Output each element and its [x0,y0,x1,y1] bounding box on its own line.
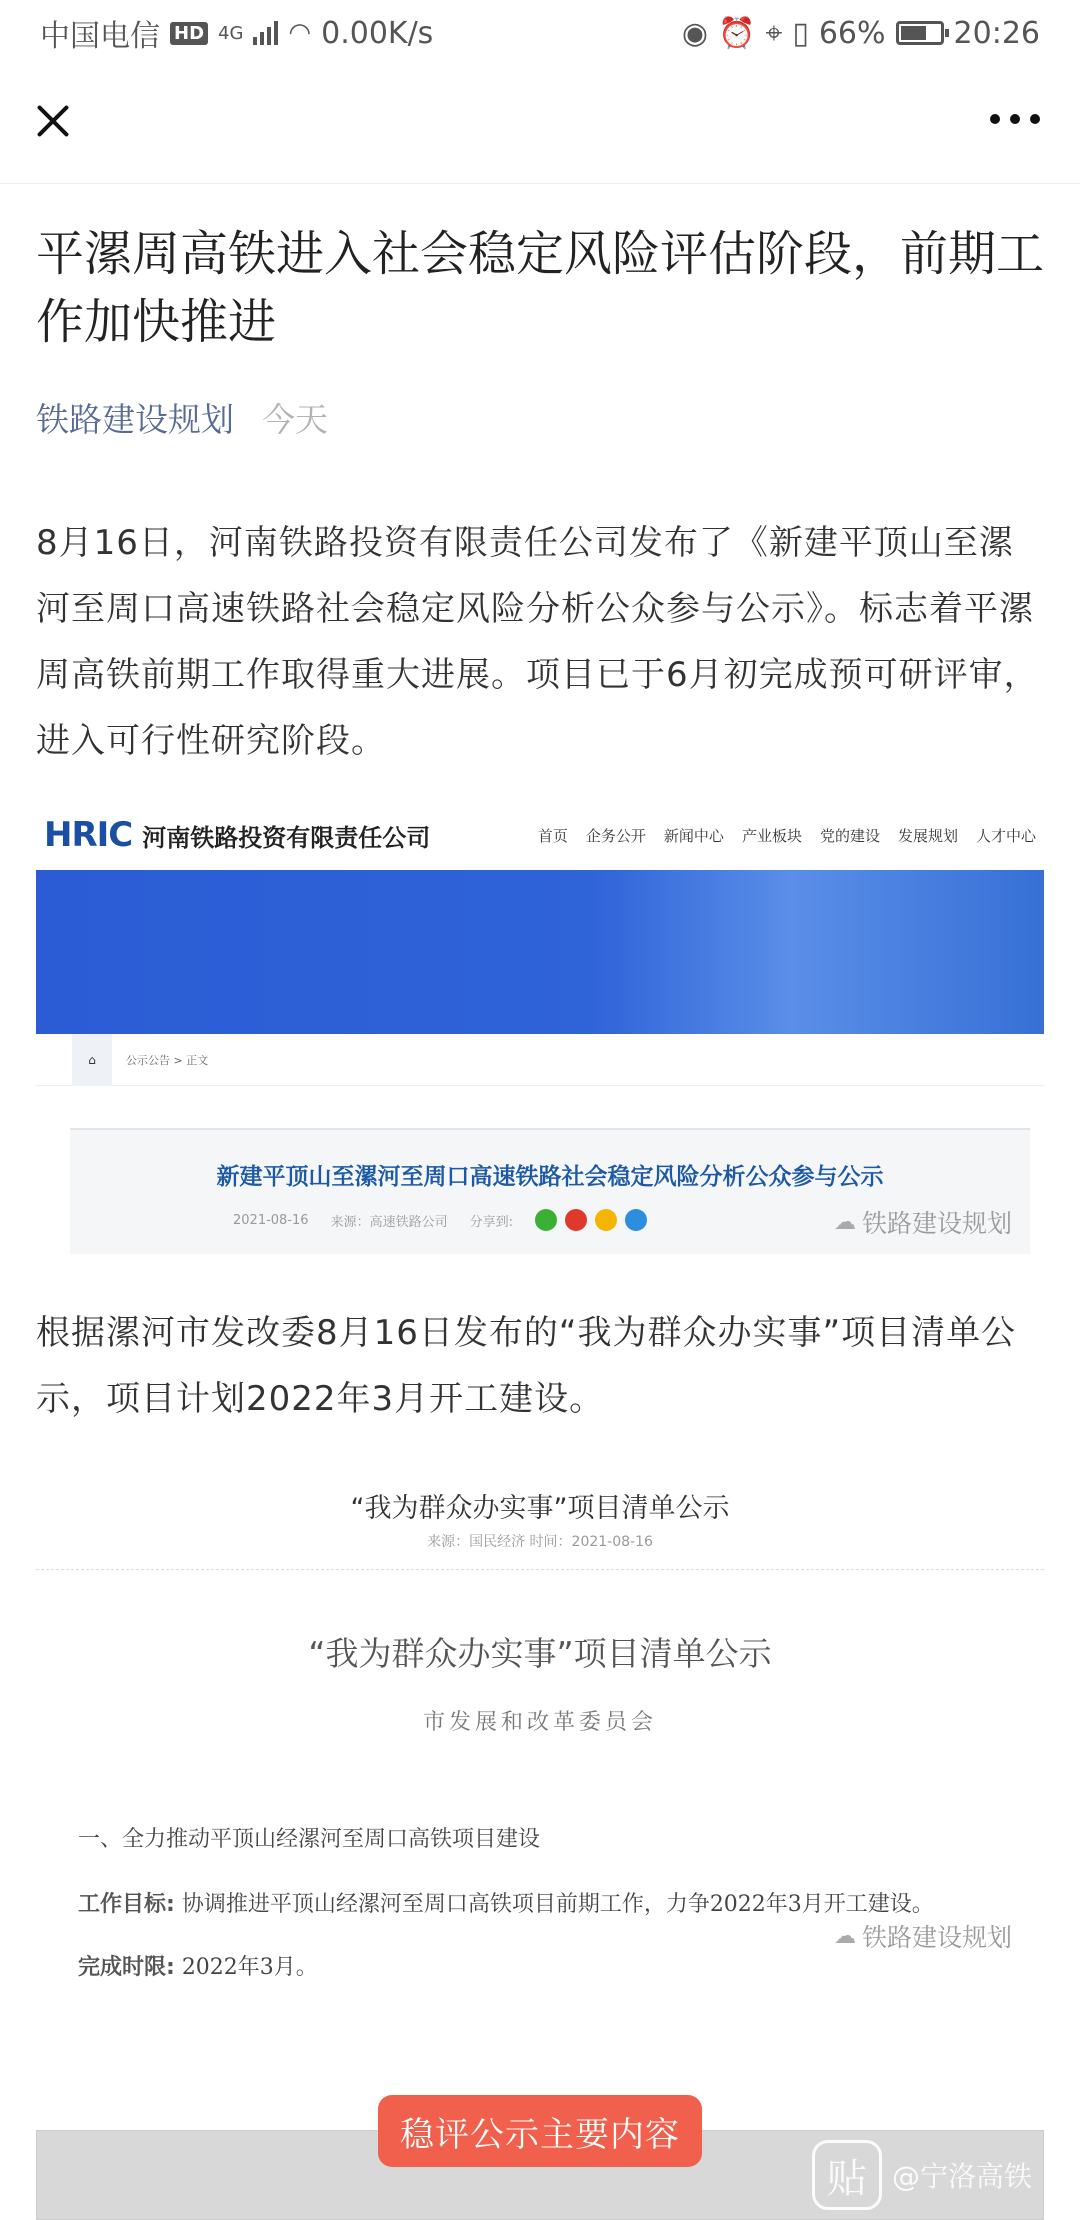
divider [36,1569,1044,1570]
site-nav-item: 新闻中心 [663,826,724,845]
notice-small-meta: 来源：国民经济 时间：2021-08-16 [427,1534,653,1550]
weibo-share-icon [565,1209,587,1231]
qq-share-icon [625,1209,647,1231]
summary-label: 稳评公示主要内容 [378,2095,702,2167]
notice-section-heading: 一、全力推动平顶山经漯河至周口高铁项目建设 [78,1827,541,1852]
notice-goal-row [78,1887,1044,1918]
eye-icon: ◉ [681,15,709,51]
watermark-text: 铁路建设规划 [861,1923,1012,1952]
vibrate-icon: ▯ [792,15,809,51]
notice-org: 市发展和改革委员会 [422,1710,657,1735]
notice-source: 来源：高速铁路公司 [330,1214,448,1230]
network-speed: 0.00K/s [321,15,434,51]
site-nav-item: 发展规划 [897,826,958,845]
status-bar [0,0,1080,66]
watermark-text: 铁路建设规划 [861,1209,1012,1238]
site-logo [44,815,430,855]
battery-fill [901,26,926,40]
article-header [36,220,1044,441]
site-nav-item: 党的建设 [819,826,880,845]
site-nav-item: 企务公开 [585,826,646,845]
site-header [36,800,1044,870]
share-label: 分享到: [469,1214,513,1230]
site-nav-item: 产业板块 [741,826,802,845]
home-icon: ⌂ [72,1034,112,1086]
notice-box [70,1128,1030,1254]
article-paragraph-2: 根据漯河市发改委8月16日发布的“我为群众办实事”项目清单公示，项目计划2022年3月开工建设。 [36,1313,1017,1419]
qzone-share-icon [595,1209,617,1231]
share-icons [535,1209,647,1231]
hric-logo-mark: HRIC [44,815,133,855]
breadcrumb-text: 公示公告 > 正文 [126,1053,209,1067]
account-name-link[interactable]: 铁路建设规划 [36,400,234,439]
wechat-watermark-icon: ☁ [833,1209,856,1235]
site-banner [36,870,1044,1034]
image-watermark [834,1204,1012,1240]
close-icon[interactable] [28,96,78,146]
tieba-logo-icon: 贴 [812,2140,882,2210]
deadline-text: 2022年3月。 [181,1955,318,1980]
battery-icon [896,21,944,45]
nav-bar [0,66,1080,184]
hd-badge: HD [170,22,208,45]
goal-label: 工作目标: [78,1892,175,1917]
clock: 20:26 [953,15,1040,51]
alarm-icon: ⏰ [718,15,756,51]
notice-small-title: “我为群众办实事”项目清单公示 [350,1493,730,1524]
battery-percent: 66% [818,15,886,51]
article-image-website[interactable] [36,800,1044,1260]
site-nav [538,825,1036,846]
carrier-label: 中国电信 [40,19,160,54]
wechat-watermark-icon: ☁ [833,1923,856,1949]
status-right [682,16,1040,51]
wechat-share-icon [535,1209,557,1231]
breadcrumb [36,1034,1044,1086]
wifi-icon: ◠ [288,18,312,48]
article-image-notice[interactable] [36,1460,1044,2020]
company-name: 河南铁路投资有限责任公司 [142,823,431,852]
forum-watermark-text: @宁洛高铁 [892,2160,1033,2193]
deadline-label: 完成时限: [78,1955,175,1980]
goal-text: 协调推进平顶山经漯河至周口高铁项目前期工作，力争2022年3月开工建设。 [181,1892,934,1917]
article-title: 平漯周高铁进入社会稳定风险评估阶段，前期工作加快推进 [36,226,1045,350]
image-watermark [834,1918,1012,1954]
notice-big-title: “我为群众办实事”项目清单公示 [308,1634,772,1673]
publish-time: 今天 [262,400,328,439]
notice-title: 新建平顶山至漯河至周口高速铁路社会稳定风险分析公众参与公示 [216,1164,884,1190]
article-paragraph-1: 8月16日，河南铁路投资有限责任公司发布了《新建平顶山至漯河至周口高速铁路社会稳定风险分析公众参与公示》。标志着平漯周高铁前期工作取得重大进展。项目已于6月初完成预可研评审，进入可行性研究阶段。 [36,523,1039,761]
network-type: 4G [218,22,244,44]
forum-watermark [812,2140,1032,2210]
more-icon[interactable] [990,114,1040,124]
site-nav-item: 人才中心 [975,826,1036,845]
site-nav-item: 首页 [537,826,568,845]
status-left [40,11,433,55]
notice-date: 2021-08-16 [233,1212,309,1228]
article-meta [36,394,1044,441]
notice-deadline-row [78,1950,1044,1981]
location-icon: ⌖ [765,15,783,51]
signal-icon [253,21,278,45]
